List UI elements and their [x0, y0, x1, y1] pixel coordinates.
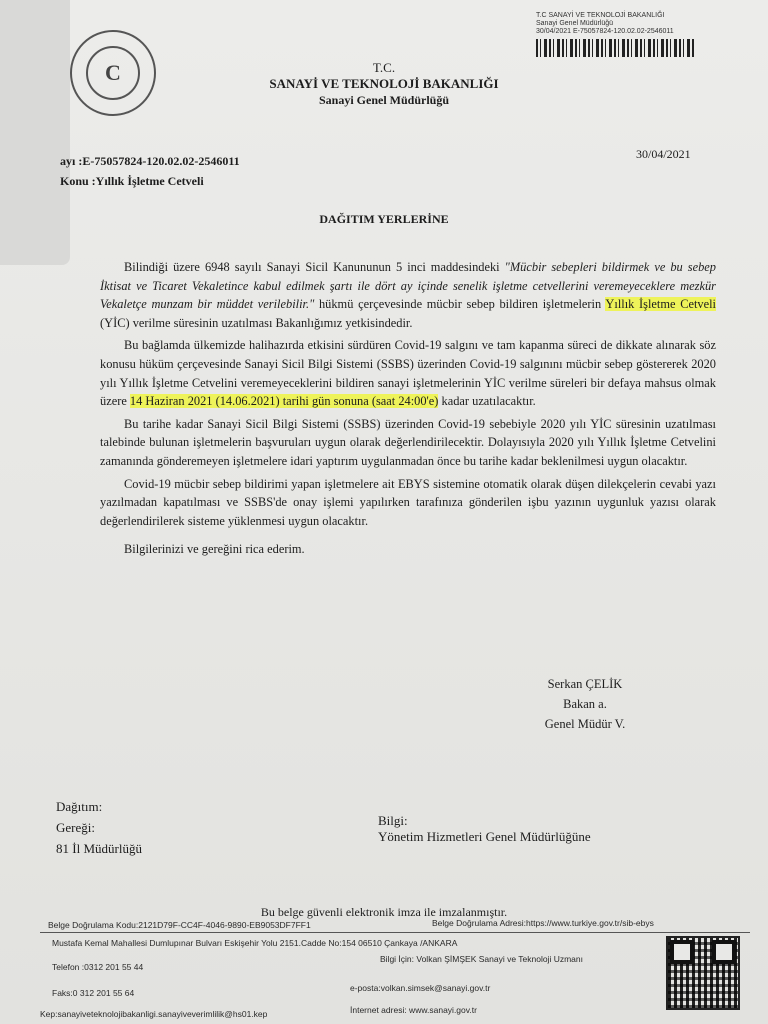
paragraph-4: Covid-19 mücbir sebep bildirimi yapan işletmelere ait EBYS sistemine otomatik olarak düşen dilekçelerin cevabi yazı yazılmadan kapatılması ve SSBS'de onay işlemi yapılırken tarafınıza gönderilen işbu yazının uygunluk yazısı olarak değerlendirilerek sisteme yüklenmesi uygun olacaktır. [100, 476, 716, 528]
paragraph-3: Bu tarihe kadar Sanayi Sicil Bilgi Sistemi (SSBS) üzerinden Covid-19 sebebiyle 2020 yılı YİC süresinin uzatılması talebinde bulunan işletmelerin başvuruları uygun olarak değerlendirilecektir. Dolayısıyla 2020 yılı Yıllık İşletme Cetvelini zamanında gönderemeyen işletmelere idari yaptırım uygulanmadan önce bu tarihe kadar beklenilmesi uygun olacaktır. [100, 416, 716, 468]
qr-code-icon [666, 936, 740, 1010]
highlight-yic: Yıllık İşletme Cetveli [605, 297, 716, 312]
signer-name: Serkan ÇELİK [547, 677, 623, 691]
recipients-list: 81 İl Müdürlüğü [56, 841, 142, 856]
highlight-deadline: 14 Haziran 2021 (14.06.2021) tarihi gün sonuna (saat 24:00'e) [129, 394, 439, 409]
stamp-code: 30/04/2021 E-75057824-120.02.02-2546011 [536, 28, 674, 35]
verify-address: Belge Doğrulama Adresi:https://www.turkiye.gov.tr/sib-ebys [432, 918, 654, 928]
document-stamp [536, 12, 706, 57]
esignature-note: Bu belge güvenli elektronik imza ile imzalanmıştır. [260, 905, 508, 919]
gereği-label: Gereği: [56, 820, 95, 835]
paragraph-1: Bilindiği üzere 6948 sayılı Sanayi Sicil Kanununun 5 inci maddesindeki "Mücbir sebepleri bildirmek ve bu sebep İktisat ve Ticaret Vekaletince kabul edilmek şartı ile dört ay içinde senelik işletme cetvellerini veremeyeceklere mezkür Vekaletçe munzam bir müddet verilebilir." hükmü çerçevesinde mücbir sebep bildiren işletmelerin Yıllık İşletme Cetveli (YİC) verilme süresinin uzatılması Bakanlığımız yetkisindedir. [100, 260, 716, 330]
info-label: Bilgi: [378, 813, 408, 828]
document-date: 30/04/2021 [636, 147, 691, 161]
reference-number: ayı :E-75057824-120.02.02-2546011 [60, 154, 240, 168]
stamp-org: T.C SANAYİ VE TEKNOLOJİ BAKANLIĞI [536, 12, 665, 19]
info-recipient: Yönetim Hizmetleri Genel Müdürlüğüne [378, 829, 591, 844]
paragraph-2: Bu bağlamda ülkemizde halihazırda etkisini sürdüren Covid-19 salgını ve tam kapanma süreci de dikkate alınarak söz konusu hüküm çerçevesinde Sanayi Sicil Bilgi Sistemi (SSBS) üzerinden Covid-19 salgınını mücbir sebep göstererek 2020 yılı Yıllık İşletme Cetvelini veremeyeceklerini bildiren sanayi işletmelerinin YİC verilme süreleri bir defaya mahsus olmak üzere 14 Haziran 2021 (14.06.2021) tarihi gün sonuna (saat 24:00'e) kadar uzatılacaktır. [100, 338, 716, 409]
letter-body [100, 258, 716, 563]
stamp-unit: Sanayi Genel Müdürlüğü [536, 20, 614, 27]
distribution-label: Dağıtım: [56, 799, 103, 814]
header-directorate: Sanayi Genel Müdürlüğü [318, 93, 450, 107]
header-ministry: SANAYİ VE TEKNOLOJİ BAKANLIĞI [269, 76, 499, 91]
footer-kep: Kep:sanayiveteknolojibakanligi.sanayiveverimlilik@hs01.kep [40, 1009, 268, 1019]
subject-line: Konu :Yıllık İşletme Cetveli [60, 174, 204, 188]
signature-block [520, 674, 650, 734]
footer-contact-person: Bilgi İçin: Volkan ŞİMŞEK Sanayi ve Teknoloji Uzmanı [380, 954, 583, 964]
footer-address: Mustafa Kemal Mahallesi Dumlupınar Bulvarı Eskişehir Yolu 2151.Cadde No:154 06510 Çankaya /ANKARA [52, 938, 458, 948]
header-tc: T.C. [372, 60, 396, 75]
verify-code: Belge Doğrulama Kodu:2121D79F-CC4F-4046-9890-EB9053DF7FF1 [48, 920, 311, 930]
footer-divider [40, 932, 750, 933]
barcode-icon [536, 39, 696, 57]
footer-fax: Faks:0 312 201 55 64 [52, 988, 135, 998]
signer-role-2: Genel Müdür V. [544, 717, 626, 731]
distribution-title: DAĞITIM YERLERİNE [319, 212, 449, 226]
signer-role-1: Bakan a. [563, 697, 607, 711]
footer-phone: Telefon :0312 201 55 44 [52, 962, 144, 972]
logo-emblem-icon: C [86, 46, 140, 100]
law-quote: "Mücbir sebepleri bildirmek ve bu sebep İktisat ve Ticaret Vekaletince kabul edilmek şartı ile dört ay içinde senelik işletme cetvellerini veremeyeceklere mezkür Vekaletçe munzam bir müddet verilebilir." [100, 260, 716, 312]
paragraph-5: Bilgilerinizi ve gereğini rica ederim. [124, 542, 305, 557]
footer-web: İnternet adresi: www.sanayi.gov.tr [350, 1005, 477, 1015]
footer-email: e-posta:volkan.simsek@sanayi.gov.tr [350, 983, 491, 993]
